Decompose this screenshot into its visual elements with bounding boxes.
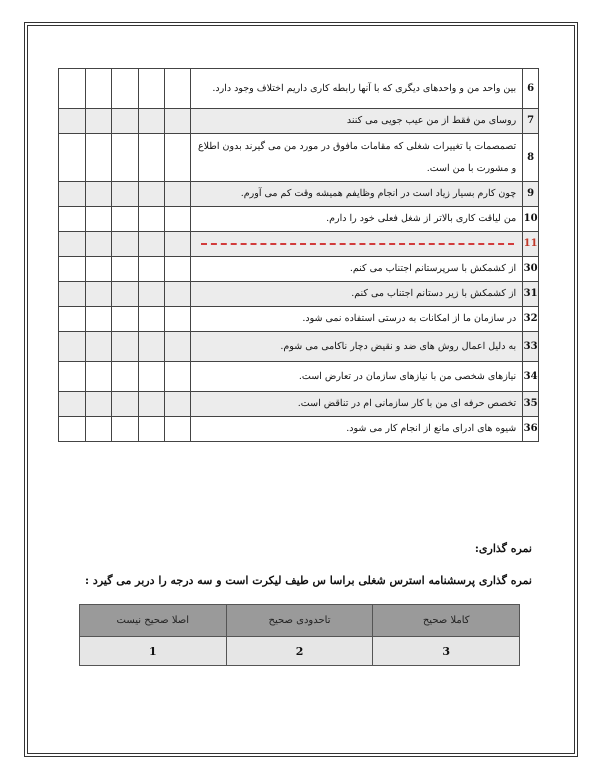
answer-cell[interactable] bbox=[59, 257, 86, 282]
answer-cell[interactable] bbox=[138, 417, 164, 442]
scoring-heading: نمره گذاری: bbox=[474, 542, 532, 555]
answer-cell[interactable] bbox=[165, 282, 191, 307]
answer-cell[interactable] bbox=[165, 109, 191, 134]
answer-cell[interactable] bbox=[112, 182, 138, 207]
question-number: 30 bbox=[523, 257, 539, 282]
answer-cell[interactable] bbox=[165, 362, 191, 392]
scoring-header-cell: تاحدودی صحیح bbox=[226, 605, 373, 637]
question-number: 11 bbox=[523, 232, 539, 257]
answer-cell[interactable] bbox=[59, 182, 86, 207]
question-number: 36 bbox=[523, 417, 539, 442]
answer-cell[interactable] bbox=[112, 282, 138, 307]
answer-cell[interactable] bbox=[112, 109, 138, 134]
question-number: 9 bbox=[523, 182, 539, 207]
question-row bbox=[59, 232, 539, 257]
scoring-table bbox=[79, 604, 520, 666]
question-row bbox=[59, 362, 539, 392]
question-number: 6 bbox=[523, 69, 539, 109]
answer-cell[interactable] bbox=[138, 69, 164, 109]
answer-cell[interactable] bbox=[138, 282, 164, 307]
answer-cell[interactable] bbox=[138, 307, 164, 332]
answer-cell[interactable] bbox=[165, 182, 191, 207]
answer-cell[interactable] bbox=[165, 134, 191, 182]
answer-cell[interactable] bbox=[138, 134, 164, 182]
question-row bbox=[59, 282, 539, 307]
scoring-value-cell: 3 bbox=[373, 637, 520, 666]
answer-cell[interactable] bbox=[112, 417, 138, 442]
question-text: روسای من فقط از من عیب جویی می کنند bbox=[191, 109, 523, 134]
question-number: 34 bbox=[523, 362, 539, 392]
question-text: تخصص حرفه ای من با کار سازمانی ام در تناقض است. bbox=[191, 392, 523, 417]
answer-cell[interactable] bbox=[85, 392, 111, 417]
answer-cell[interactable] bbox=[85, 69, 111, 109]
answer-cell[interactable] bbox=[85, 332, 111, 362]
question-text: شیوه های ادرای مانع از انجام کار می شود. bbox=[191, 417, 523, 442]
scoring-value-cell: 1 bbox=[80, 637, 227, 666]
question-text: در سازمان ما از امکانات به درستی استفاده نمی شود. bbox=[191, 307, 523, 332]
question-row bbox=[59, 207, 539, 232]
scoring-header-cell: اصلا صحیح نیست bbox=[80, 605, 227, 637]
answer-cell[interactable] bbox=[59, 134, 86, 182]
question-row bbox=[59, 134, 539, 182]
answer-cell[interactable] bbox=[165, 417, 191, 442]
question-text: تصمصمات یا تغییرات شغلی که مقامات مافوق در مورد من می گیرند بدون اطلاع و مشورت با من است. bbox=[191, 134, 523, 182]
question-row bbox=[59, 257, 539, 282]
answer-cell[interactable] bbox=[138, 182, 164, 207]
answer-cell[interactable] bbox=[85, 307, 111, 332]
question-number: 35 bbox=[523, 392, 539, 417]
answer-cell[interactable] bbox=[138, 109, 164, 134]
question-text bbox=[191, 232, 523, 257]
scoring-value-cell: 2 bbox=[226, 637, 373, 666]
answer-cell[interactable] bbox=[59, 69, 86, 109]
answer-cell[interactable] bbox=[165, 257, 191, 282]
question-text: چون کارم بسیار زیاد است در انجام وظایفم همیشه وقت کم می آورم. bbox=[191, 182, 523, 207]
question-text: بین واحد من و واحدهای دیگری که با آنها رابطه کاری داریم اختلاف وجود دارد. bbox=[191, 69, 523, 109]
answer-cell[interactable] bbox=[85, 134, 111, 182]
answer-cell[interactable] bbox=[59, 417, 86, 442]
answer-cell[interactable] bbox=[112, 207, 138, 232]
answer-cell[interactable] bbox=[59, 332, 86, 362]
answer-cell[interactable] bbox=[138, 257, 164, 282]
answer-cell[interactable] bbox=[138, 392, 164, 417]
scoring-description: نمره گذاری پرسشنامه استرس شغلی براسا س طیف لیکرت است و سه درجه را دربر می گیرد : bbox=[85, 574, 532, 587]
question-text: به دلیل اعمال روش های ضد و نقیض دچار ناکامی می شوم. bbox=[191, 332, 523, 362]
question-text: از کشمکش با زیر دستانم اجتناب می کنم. bbox=[191, 282, 523, 307]
answer-cell[interactable] bbox=[59, 207, 86, 232]
answer-cell[interactable] bbox=[112, 392, 138, 417]
answer-cell[interactable] bbox=[165, 69, 191, 109]
answer-cell[interactable] bbox=[165, 307, 191, 332]
answer-cell[interactable] bbox=[138, 232, 164, 257]
question-text: نیازهای شخصی من با نیازهای سازمان در تعارض است. bbox=[191, 362, 523, 392]
answer-cell[interactable] bbox=[59, 232, 86, 257]
answer-cell[interactable] bbox=[165, 207, 191, 232]
answer-cell[interactable] bbox=[59, 282, 86, 307]
answer-cell[interactable] bbox=[85, 282, 111, 307]
answer-cell[interactable] bbox=[85, 207, 111, 232]
answer-cell[interactable] bbox=[59, 362, 86, 392]
answer-cell[interactable] bbox=[59, 307, 86, 332]
separator-dashed-line bbox=[201, 243, 514, 245]
question-row bbox=[59, 109, 539, 134]
answer-cell[interactable] bbox=[138, 207, 164, 232]
question-number: 32 bbox=[523, 307, 539, 332]
answer-cell[interactable] bbox=[112, 232, 138, 257]
answer-cell[interactable] bbox=[112, 307, 138, 332]
question-row bbox=[59, 417, 539, 442]
question-row bbox=[59, 392, 539, 417]
question-text: من لیاقت کاری بالاتر از شغل فعلی خود را دارم. bbox=[191, 207, 523, 232]
answer-cell[interactable] bbox=[112, 134, 138, 182]
answer-cell[interactable] bbox=[112, 362, 138, 392]
question-row bbox=[59, 307, 539, 332]
scoring-header-cell: کاملا صحیح bbox=[373, 605, 520, 637]
question-number: 10 bbox=[523, 207, 539, 232]
answer-cell[interactable] bbox=[59, 109, 86, 134]
question-number: 31 bbox=[523, 282, 539, 307]
answer-cell[interactable] bbox=[85, 417, 111, 442]
answer-cell[interactable] bbox=[165, 332, 191, 362]
answer-cell[interactable] bbox=[112, 69, 138, 109]
answer-cell[interactable] bbox=[112, 332, 138, 362]
answer-cell[interactable] bbox=[85, 362, 111, 392]
question-number: 33 bbox=[523, 332, 539, 362]
answer-cell[interactable] bbox=[138, 332, 164, 362]
answer-cell[interactable] bbox=[138, 362, 164, 392]
answer-cell[interactable] bbox=[165, 392, 191, 417]
answer-cell[interactable] bbox=[85, 257, 111, 282]
answer-cell[interactable] bbox=[59, 392, 86, 417]
answer-cell[interactable] bbox=[85, 232, 111, 257]
answer-cell[interactable] bbox=[85, 182, 111, 207]
question-row bbox=[59, 69, 539, 109]
question-row bbox=[59, 182, 539, 207]
answer-cell[interactable] bbox=[165, 232, 191, 257]
answer-cell[interactable] bbox=[85, 109, 111, 134]
question-number: 7 bbox=[523, 109, 539, 134]
question-number: 8 bbox=[523, 134, 539, 182]
questionnaire-table bbox=[58, 68, 539, 442]
answer-cell[interactable] bbox=[112, 257, 138, 282]
question-text: از کشمکش با سرپرستانم اجتناب می کنم. bbox=[191, 257, 523, 282]
question-row bbox=[59, 332, 539, 362]
